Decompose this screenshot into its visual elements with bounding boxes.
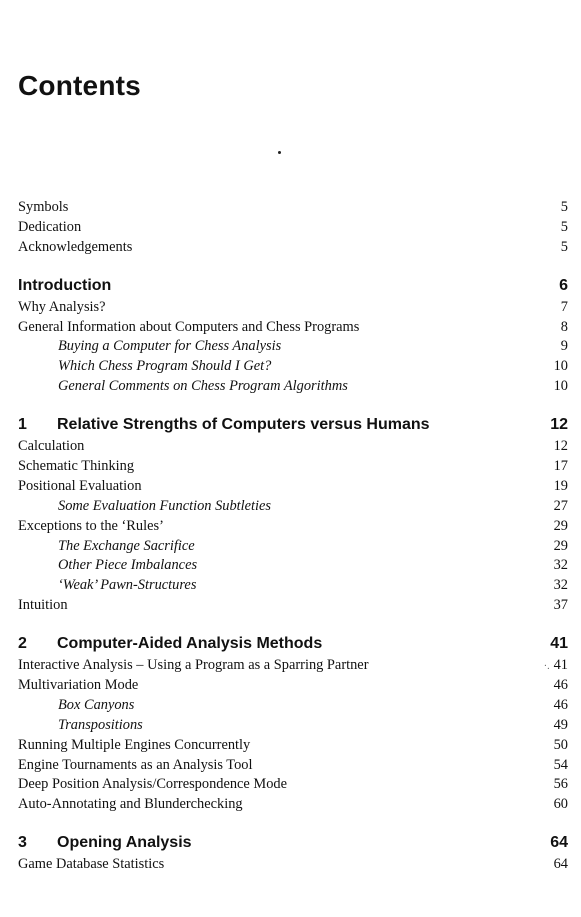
toc-subentry[interactable]: The Exchange Sacrifice 29 <box>58 537 568 554</box>
page-title: Contents <box>18 70 141 101</box>
chapter-heading-3[interactable]: 3 Opening Analysis 64 <box>18 831 568 855</box>
toc-entry[interactable]: Intuition 37 <box>18 597 568 614</box>
toc-entry[interactable]: Running Multiple Engines Concurrently 50 <box>18 736 568 753</box>
toc-entry[interactable]: Schematic Thinking 17 <box>18 458 568 475</box>
toc-subentry[interactable]: Some Evaluation Function Subtleties 27 <box>58 497 568 514</box>
section-heading-introduction[interactable]: Introduction 6 <box>18 276 568 294</box>
stray-dot <box>278 151 281 154</box>
toc-entry[interactable]: Deep Position Analysis/Correspondence Mode 56 <box>18 776 568 793</box>
toc-subentry[interactable]: Box Canyons 46 <box>58 696 568 713</box>
toc-entry[interactable]: Exceptions to the ‘Rules’ 29 <box>18 517 568 534</box>
toc-entry[interactable]: Calculation 12 <box>18 438 568 455</box>
toc-subentry[interactable]: Buying a Computer for Chess Analysis 9 <box>58 338 568 355</box>
toc-entry[interactable]: General Information about Computers and Chess Programs 8 <box>18 318 568 335</box>
toc-entry[interactable]: Multivariation Mode 46 <box>18 677 568 694</box>
chapter-heading-2[interactable]: 2 Computer-Aided Analysis Methods 41 <box>18 632 568 656</box>
chapter-title: Opening Analysis <box>57 834 192 852</box>
toc-subentry[interactable]: General Comments on Chess Program Algorithms 10 <box>58 378 568 395</box>
toc-entry[interactable]: Auto-Annotating and Blunderchecking 60 <box>18 796 568 813</box>
toc-entry-dedication[interactable]: Dedication 5 <box>18 218 568 235</box>
chapter-number: 2 <box>18 635 27 653</box>
toc-entry[interactable]: Why Analysis? 7 <box>18 298 568 315</box>
toc-subentry[interactable]: Transpositions 49 <box>58 716 568 733</box>
toc-entry-acknowledgements[interactable]: Acknowledgements 5 <box>18 238 568 255</box>
scan-mark: ·. <box>543 661 550 673</box>
chapter-number: 1 <box>18 416 27 434</box>
chapter-title: Computer-Aided Analysis Methods <box>57 635 323 653</box>
toc-entry[interactable]: Engine Tournaments as an Analysis Tool 54 <box>18 756 568 773</box>
toc-entry[interactable]: Positional Evaluation 19 <box>18 477 568 494</box>
toc-entry[interactable]: Interactive Analysis – Using a Program as a Sparring Partner ·. 41 <box>18 657 568 674</box>
chapter-title: Relative Strengths of Computers versus Humans <box>57 416 430 434</box>
toc-subentry[interactable]: Which Chess Program Should I Get? 10 <box>58 358 568 375</box>
toc-entry-symbols[interactable]: Symbols 5 <box>18 199 568 215</box>
table-of-contents <box>18 198 568 875</box>
toc-subentry[interactable]: Other Piece Imbalances 32 <box>58 557 568 574</box>
toc-entry[interactable]: Game Database Statistics 64 <box>18 856 568 873</box>
chapter-number: 3 <box>18 834 27 852</box>
toc-subentry[interactable]: ‘Weak’ Pawn-Structures 32 <box>58 577 568 594</box>
chapter-heading-1[interactable]: 1 Relative Strengths of Computers versus Humans 12 <box>18 413 568 437</box>
